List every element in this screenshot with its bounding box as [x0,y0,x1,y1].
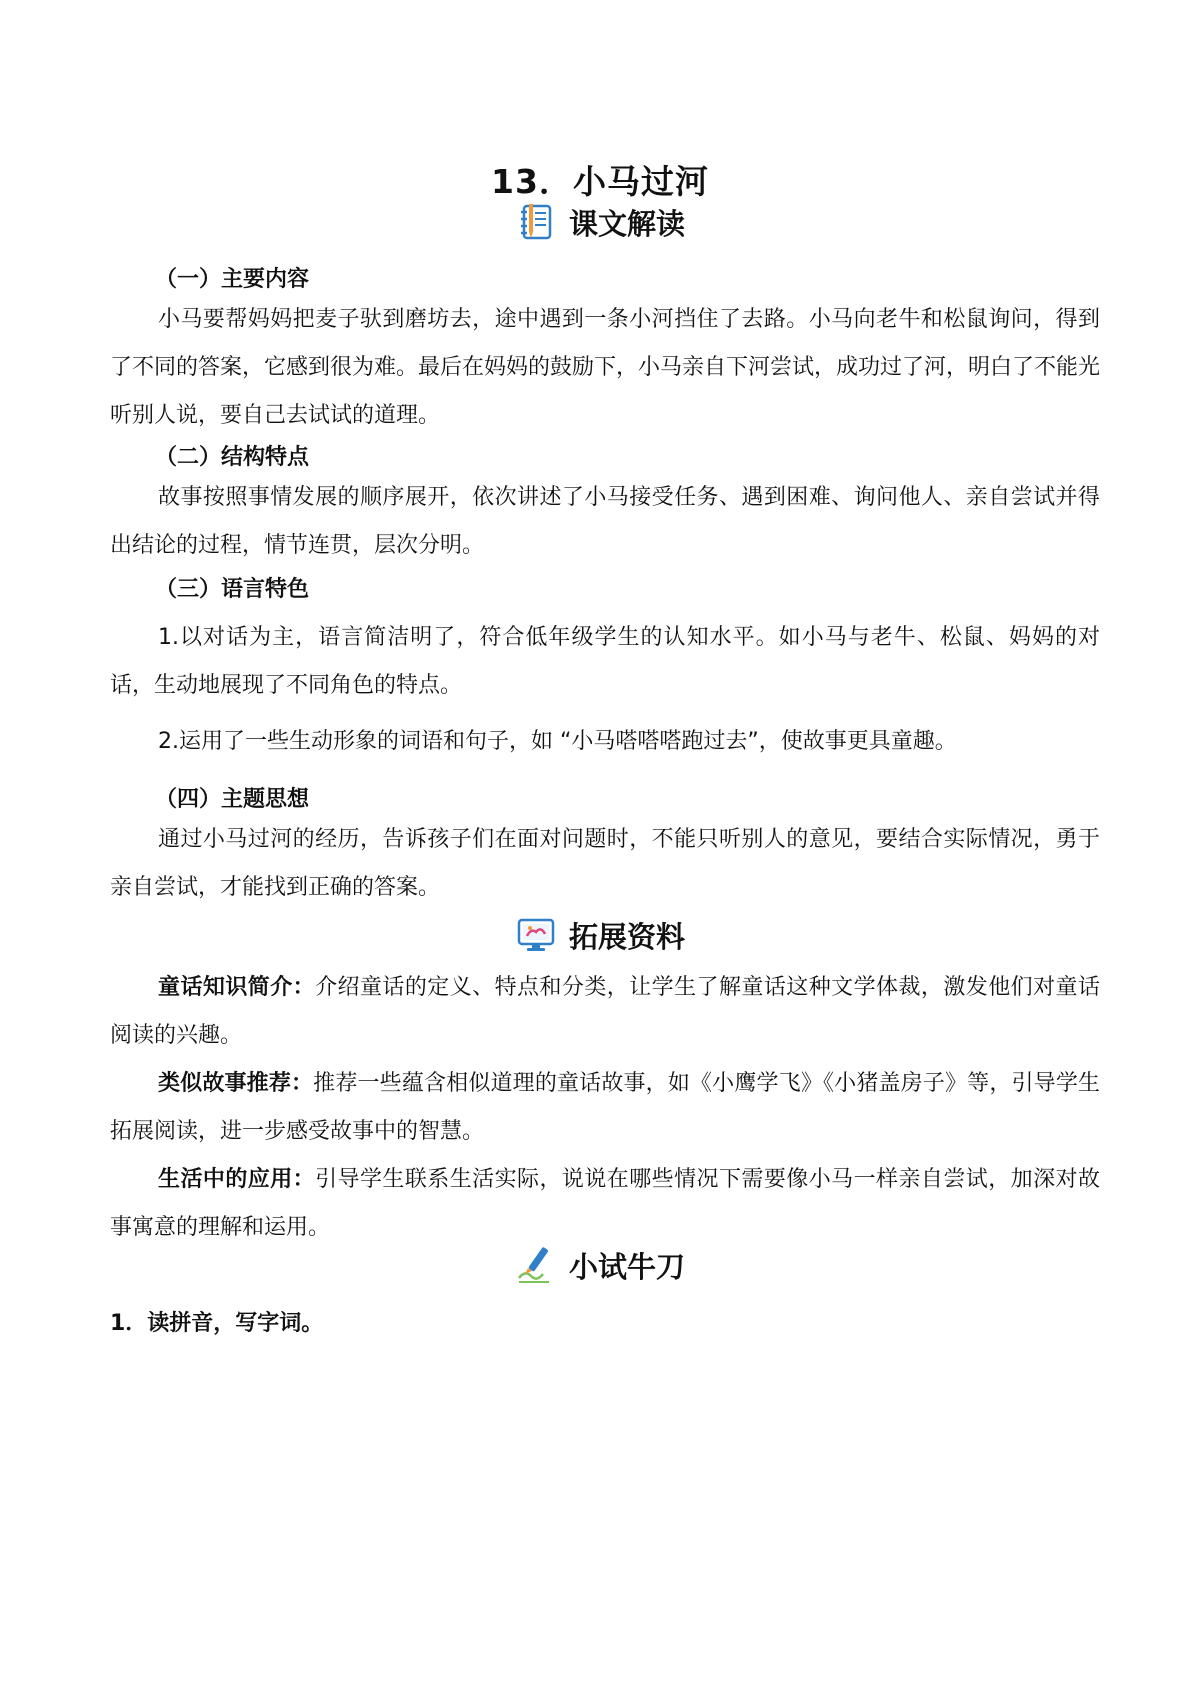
extension-item-text: 介绍童话的定义、特点和分类，让学生了解童话这种文学体裁，激发他们对童话阅读的兴趣。 [110,975,1100,1048]
paragraph-theme: 通过小马过河的经历，告诉孩子们在面对问题时，不能只听别人的意见，要结合实际情况，勇于亲自尝试，才能找到正确的答案。 [110,827,1100,900]
paragraph-language-1: 1.以对话为主，语言简洁明了，符合低年级学生的认知水平。如小马与老牛、松鼠、妈妈的对话，生动地展现了不同角色的特点。 [110,625,1100,698]
pen-writing-icon [515,1244,557,1286]
subheading-structure: （二）结构特点 [155,445,310,470]
section-heading-text: 小试牛刀 [568,1249,685,1284]
section-heading-text: 课文解读 [568,206,685,241]
extension-item-label: 生活中的应用： [158,1167,316,1192]
section-heading-practice [0,1244,1200,1286]
extension-item-fairy-tale [110,964,1100,1060]
subheading-main-content: （一）主要内容 [155,267,310,292]
extension-item-life-application [110,1156,1100,1252]
paragraph-structure: 故事按照事情发展的顺序展开，依次讲述了小马接受任务、遇到困难、询问他人、亲自尝试并得出结论的过程，情节连贯，层次分明。 [110,485,1100,558]
extension-item-text: 推荐一些蕴含相似道理的童话故事，如《小鹰学飞》《小猪盖房子》等，引导学生拓展阅读，进一步感受故事中的智慧。 [110,1071,1100,1144]
section-heading-extension [0,914,1200,956]
subheading-language: （三）语言特色 [155,577,310,602]
extension-item-similar-stories [110,1060,1100,1156]
paragraph-main-content: 小马要帮妈妈把麦子驮到磨坊去，途中遇到一条小河挡住了去路。小马向老牛和松鼠询问，得到了不同的答案，它感到很为难。最后在妈妈的鼓励下，小马亲自下河尝试，成功过了河，明白了不能光听别人说，要自己去试试的道理。 [110,307,1101,428]
notebook-pen-icon [515,201,557,243]
monitor-icon [515,914,557,956]
extension-item-text: 引导学生联系生活实际，说说在哪些情况下需要像小马一样亲自尝试，加深对故事寓意的理解和运用。 [110,1167,1100,1240]
section-heading-text: 拓展资料 [568,919,685,954]
section-heading-reading [0,201,1200,243]
subheading-theme: （四）主题思想 [155,787,310,812]
extension-item-label: 类似故事推荐： [158,1071,314,1096]
extension-item-label: 童话知识简介： [158,975,316,1000]
paragraph-language-2: 2.运用了一些生动形象的词语和句子，如 “小马嗒嗒嗒跑过去”，使故事更具童趣。 [158,729,957,754]
question-1: 1．读拼音，写字词。 [110,1311,324,1336]
page-title: 13．小马过河 [491,162,709,201]
